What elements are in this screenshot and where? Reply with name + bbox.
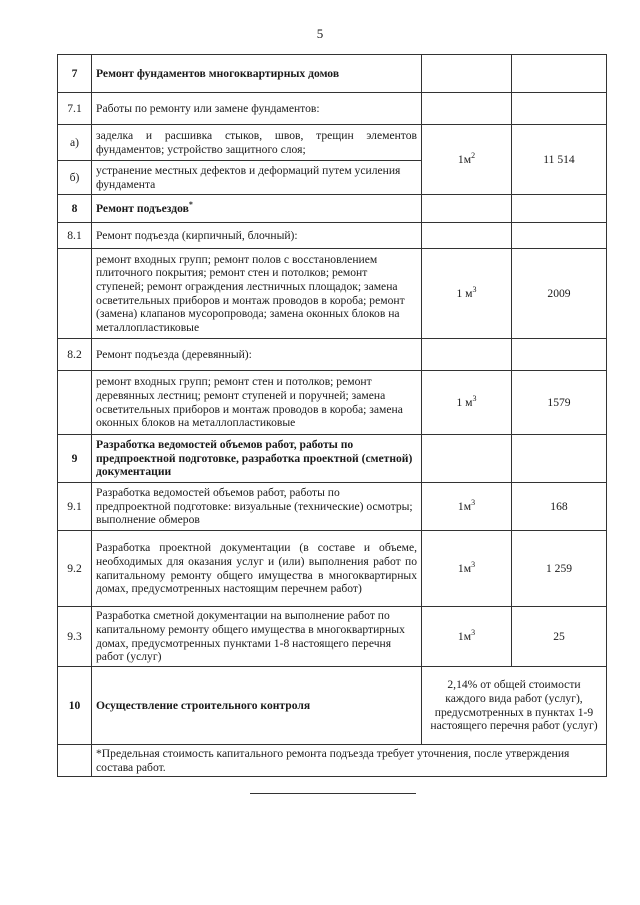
table-row [58,93,607,125]
row-description: Ремонт подъезда (деревянный): [92,339,422,371]
row-number: 8.2 [58,339,92,371]
unit-cell [422,55,512,93]
price-cell: 11 514 [512,125,607,195]
unit-cell [422,93,512,125]
unit-label: 1 м [456,395,473,409]
unit-label: 1м [457,499,472,513]
row-number [58,745,92,777]
row-description: Разработка сметной документации на выполнение работ по капитальному ремонту общего имущества в многоквартирных домах, предусмотренных пунктами 1-8 настоящего перечня работ (услуг) [92,607,422,667]
table-row [58,483,607,531]
table-row [58,667,607,745]
unit-label: 1 м [456,286,473,300]
row-number [58,249,92,339]
row-number: 10 [58,667,92,745]
unit-cell [422,223,512,249]
unit-exponent: 3 [471,559,476,569]
row-description: Разработка ведомостей объемов работ, работы по предпроектной подготовке, разработка проектной (сметной) документации [92,435,422,483]
price-cell: 25 [512,607,607,667]
price-cell [512,195,607,223]
unit-cell [422,531,512,607]
table-row [58,125,607,161]
price-cell: 1 259 [512,531,607,607]
unit-label: 1м [457,629,472,643]
row-description: заделка и расшивка стыков, швов, трещин элементов фундаментов; устройство защитного слоя; [92,125,422,161]
row-number: 7.1 [58,93,92,125]
unit-label: 1м [457,561,472,575]
row-number: 8.1 [58,223,92,249]
row-number: 9.1 [58,483,92,531]
unit-exponent: 3 [471,497,476,507]
table-row [58,745,607,777]
table-row [58,607,607,667]
footnote: *Предельная стоимость капитального ремонта подъезда требует уточнения, после утверждения состава работ. [92,745,607,777]
row-description: Разработка проектной документации (в составе и объеме, необходимых для оказания услуг и (или) выполнения работ по капитальному ремонту общего имущества в многоквартирных домах, предусмотренных настоящим перечнем работ) [92,531,422,607]
row-description: устранение местных дефектов и деформаций путем усиления фундамента [92,161,422,195]
unit-cell [422,435,512,483]
works-table [57,54,607,777]
price-cell [512,223,607,249]
row-description: Ремонт фундаментов многоквартирных домов [92,55,422,93]
table-row [58,55,607,93]
row-number: 8 [58,195,92,223]
unit-exponent: 3 [472,393,477,403]
row-number [58,371,92,435]
unit-exponent: 2 [471,150,476,160]
table-row [58,195,607,223]
row-description: Осуществление строительного контроля [92,667,422,745]
row-description: ремонт входных групп; ремонт стен и потолков; ремонт деревянных лестниц; ремонт ступеней и поручней; замена осветительных приборов и монтаж проводов в короба; замена оконных блоков на металлопластиковые [92,371,422,435]
table-row [58,371,607,435]
price-cell [512,55,607,93]
unit-exponent: 3 [472,284,477,294]
row-number: 9.2 [58,531,92,607]
row-number: 9 [58,435,92,483]
table-row [58,339,607,371]
row-description: Работы по ремонту или замене фундаментов: [92,93,422,125]
row-number: 7 [58,55,92,93]
row-description-cell [92,195,422,223]
table-row [58,435,607,483]
table-row [58,223,607,249]
row-description: ремонт входных групп; ремонт полов с восстановлением плиточного покрытия; ремонт стен и потолков; ремонт ступеней; ремонт ограждения лестничных площадок; замена осветительных приборов и монтаж проводов в короба; ремонт (замена) клапанов мусоропровода; замена оконных блоков на металлопластиковые [92,249,422,339]
unit-cell [422,483,512,531]
table-row [58,249,607,339]
price-cell [512,339,607,371]
table-row [58,531,607,607]
row-description: Ремонт подъезда (кирпичный, блочный): [92,223,422,249]
price-cell [512,93,607,125]
page-number: 5 [316,26,324,41]
price-cell: 168 [512,483,607,531]
unit-cell [422,607,512,667]
row-description: Ремонт подъездов [96,201,189,215]
row-number: а) [58,125,92,161]
price-cell: 1579 [512,371,607,435]
unit-exponent: 3 [471,627,476,637]
row-description: Разработка ведомостей объемов работ, работы по предпроектной подготовке: визуальные (технические) осмотры; выполнение обмеров [92,483,422,531]
unit-cell [422,195,512,223]
unit-cell [422,339,512,371]
footnote-mark: * [188,199,193,209]
price-cell: 2,14% от общей стоимости каждого вида работ (услуг), предусмотренных в пунктах 1-9 настоящего перечня работ (услуг) [422,667,607,745]
row-number: б) [58,161,92,195]
footer-rule [250,793,416,794]
row-number: 9.3 [58,607,92,667]
unit-cell [422,249,512,339]
price-cell [512,435,607,483]
price-cell: 2009 [512,249,607,339]
unit-label: 1м [457,152,472,166]
unit-cell [422,125,512,195]
unit-cell [422,371,512,435]
